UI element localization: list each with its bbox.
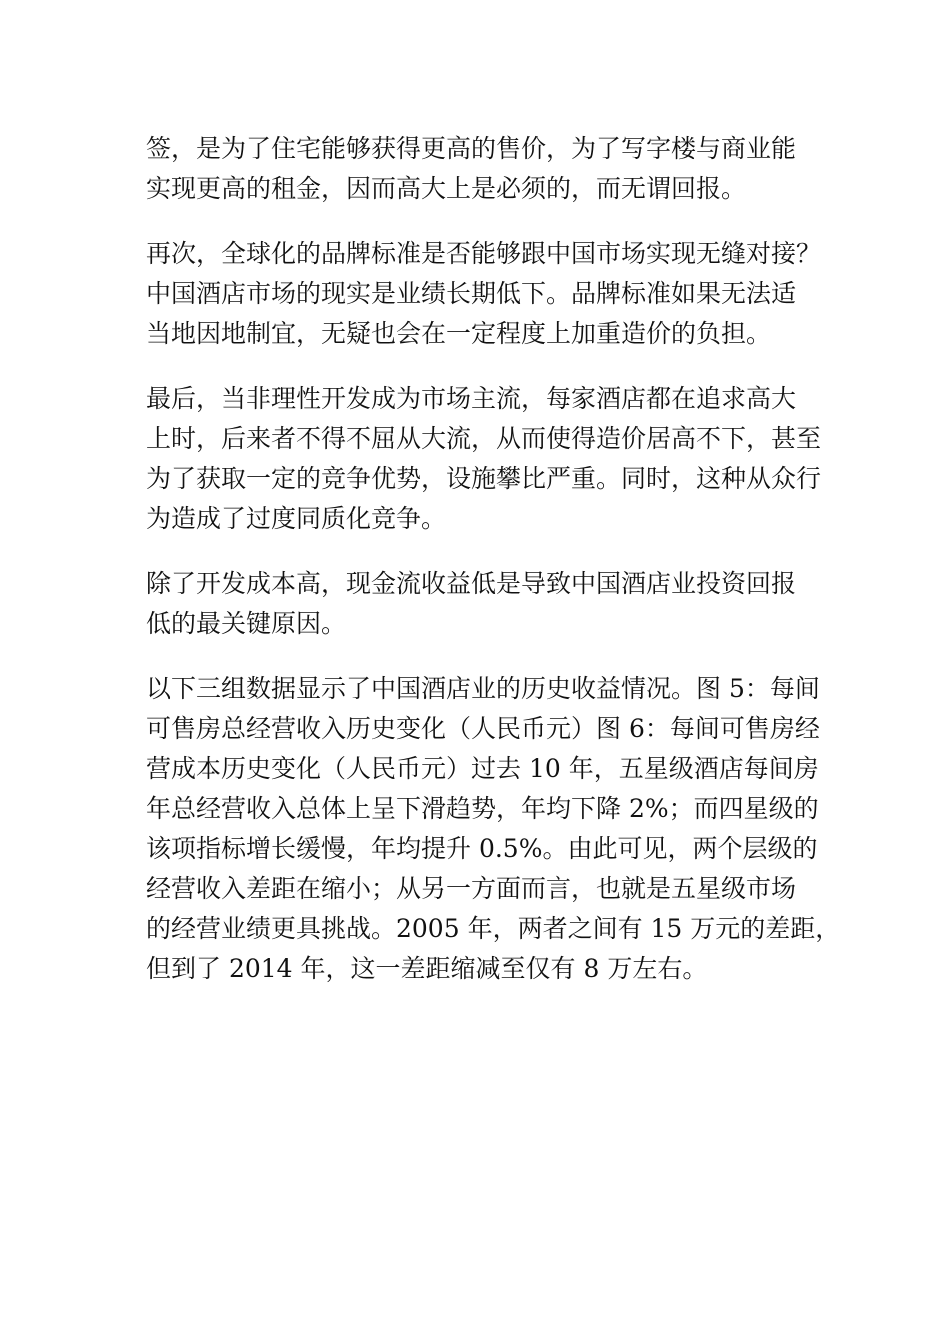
text-line: 年总经营收入总体上呈下滑趋势，年均下降 2%；而四星级的: [146, 794, 819, 823]
text-line: 营成本历史变化（人民币元）过去 10 年，五星级酒店每间房: [146, 754, 819, 783]
text-line: 签，是为了住宅能够获得更高的售价，为了写字楼与商业能: [146, 134, 797, 163]
paragraph-3: [146, 379, 826, 539]
text-line: 经营收入差距在缩小；从另一方面而言，也就是五星级市场: [146, 874, 797, 903]
text-line: 除了开发成本高，现金流收益低是导致中国酒店业投资回报: [146, 569, 797, 598]
document-body: [146, 129, 841, 1014]
paragraph-1: [146, 129, 826, 209]
text-line: 实现更高的租金，因而高大上是必须的，而无谓回报。: [146, 174, 747, 203]
text-line: 的经营业绩更具挑战。2005 年，两者之间有 15 万元的差距，: [146, 914, 841, 943]
text-line: 为造成了过度同质化竞争。: [146, 504, 447, 533]
text-line: 中国酒店市场的现实是业绩长期低下。品牌标准如果无法适: [146, 279, 797, 308]
text-line: 当地因地制宜，无疑也会在一定程度上加重造价的负担。: [146, 319, 772, 348]
text-line: 但到了 2014 年，这一差距缩减至仅有 8 万左右。: [146, 954, 708, 983]
text-line: 上时，后来者不得不屈从大流，从而使得造价居高不下，甚至: [146, 424, 822, 453]
text-line: 以下三组数据显示了中国酒店业的历史收益情况。图 5：每间: [146, 674, 820, 703]
paragraph-2: [146, 234, 826, 354]
text-line: 该项指标增长缓慢，年均提升 0.5%。由此可见，两个层级的: [146, 834, 818, 863]
text-line: 为了获取一定的竞争优势，设施攀比严重。同时，这种从众行: [146, 464, 822, 493]
paragraph-4: [146, 564, 826, 644]
text-line: 低的最关键原因。: [146, 609, 347, 638]
text-line: 最后，当非理性开发成为市场主流，每家酒店都在追求高大: [146, 384, 797, 413]
text-line: 再次，全球化的品牌标准是否能够跟中国市场实现无缝对接？: [146, 239, 822, 268]
text-line: 可售房总经营收入历史变化（人民币元）图 6：每间可售房经: [146, 714, 820, 743]
paragraph-5: [146, 669, 841, 989]
